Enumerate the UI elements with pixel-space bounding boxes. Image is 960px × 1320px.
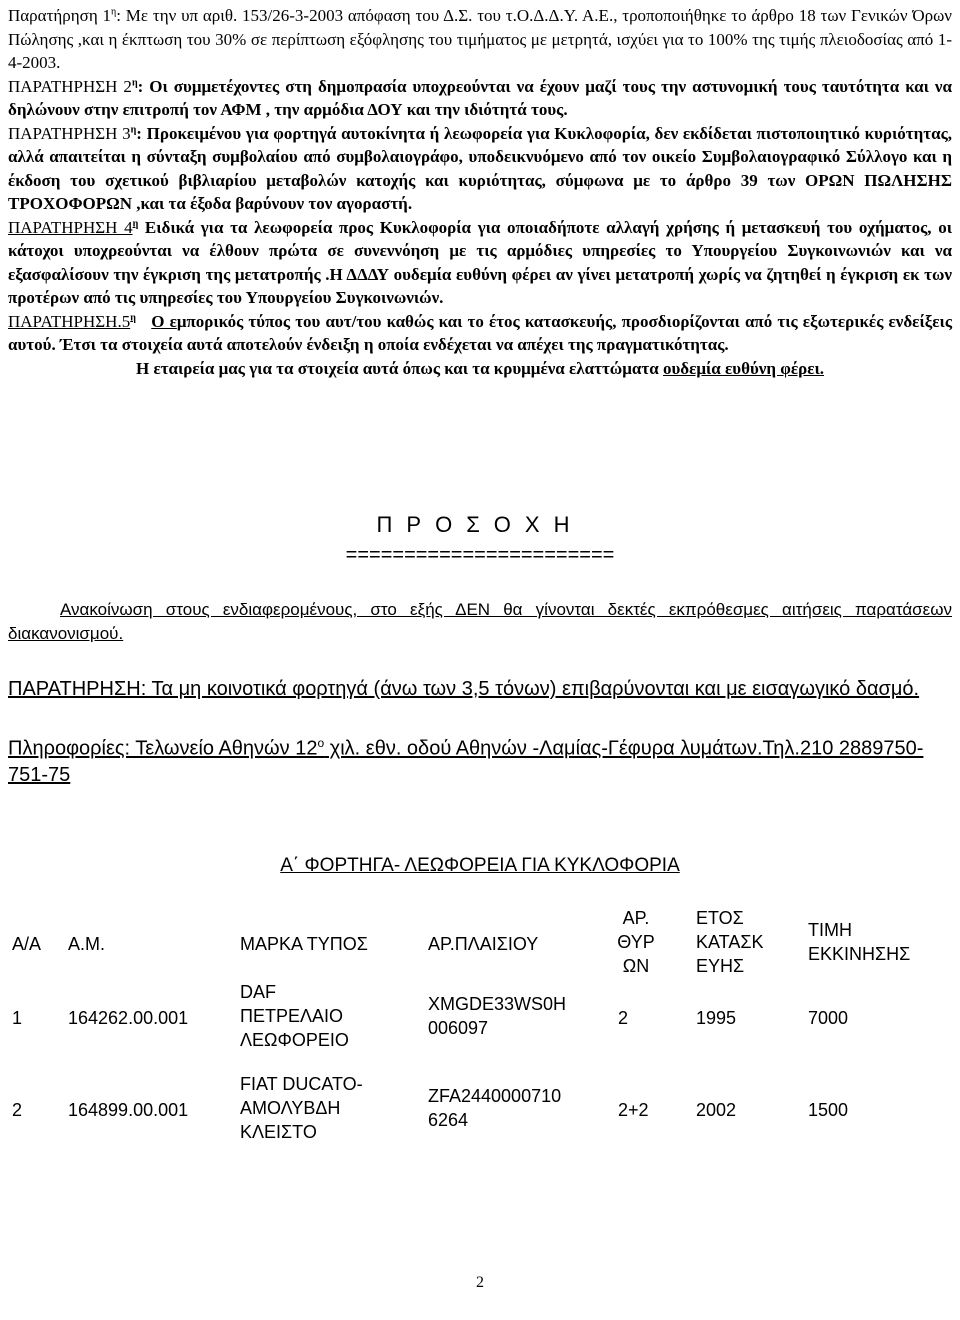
- note-5: $\Pi APATHPH\Sigma H.5^\eta$ O εμπορικός τύπος του αυτ/του καθώς και το έτος κατασκευής, προσδιορίζονται από τις εξωτερικές ενδείξεις αυτού. Έτσι τα στοιχεία αυτά αποτελούν ένδειξη η οποία ενδέχεται να απέχει της πραγματικότητας.: [8, 311, 952, 354]
- note-4: ΠΑΡΑΤΗΡΗΣΗ $4^\eta$ Ειδικά για τα λεωφορεία προς Κυκλοφορία για οποιαδήποτε αλλαγή χρήσης ή μετασκευή του οχήματος, οι κάτοχοι υποχρεούνται να έλθουν πρώτα σε συνεννόηση με τις αρμόδιες υπηρεσίες το Υπουργείου Συγκοινωνιών και να εξασφαλίσουν την έγκριση της μετατροπής .Η ΔΔΔΥ ουδεμία ευθύνη φέρει αν γίνει μετατροπή χωρίς να ζητηθεί η έγκριση εκ των προτέρων από τις υπηρεσίες του Υπουργείου Συγκοινωνιών.: [8, 217, 952, 307]
- row-year: 1995: [696, 1008, 737, 1028]
- info-contact: Πληροφορίες: Τελωνείο Αθηνών $12^o$ χιλ. εθν. οδού Αθηνών -Λαμίας-Γέφυρα λυμάτων.Τηλ.210 2889750-751-75: [8, 736, 924, 786]
- page-number: 2: [476, 1274, 484, 1291]
- note-1: Παρατήρηση $1^\eta$: Με την υπ αριθ. 153/26-3-2003 απόφαση του Δ.Σ. του τ.Ο.Δ.Δ.Υ. Α.Ε., τροποποιήθηκε το άρθρο 18 των Γενικών Όρων Πώλησης ,και η έκπτωση του 30% σε περίπτωση εξόφλησης του τιμήματος με μετρητά, ισχύει για το 100% της τιμής πλειοδοσίας από 1-4-2003.: [8, 6, 952, 72]
- header-marka: ΜΑΡΚΑ ΤΥΠΟΣ: [240, 934, 368, 954]
- header-am: Α.Μ.: [68, 934, 106, 954]
- header-plaisio: ΑΡ.ΠΛΑΙΣΙΟΥ: [428, 934, 539, 954]
- row-aa: 2: [12, 1100, 23, 1120]
- row-price: 1500: [808, 1100, 849, 1120]
- row-plaisio: XMGDE33WS0H 006097: [428, 994, 567, 1038]
- row-year: 2002: [696, 1100, 737, 1120]
- row-price: 7000: [808, 1008, 849, 1028]
- note-6: Η εταιρεία μας για τα στοιχεία αυτά όπως και τα κρυμμένα ελαττώματα ουδεμία ευθύνη φέρει.: [135, 358, 825, 378]
- notes-block: [8, 4, 952, 380]
- note-2: ΠΑΡΑΤΗΡΗΣΗ $2^\eta$: Οι συμμετέχοντες στη δημοπρασία υποχρεούνται να έχουν μαζί τους την αστυνομική τους ταυτότητα και να δηλώνουν στην επιτροπή τον ΑΦΜ , την αρμόδια ΔΟΥ και την ιδιότητά τους.: [8, 76, 952, 119]
- note-3: ΠΑΡΑΤΗΡΗΣΗ $3^\eta$: Προκειμένου για φορτηγά αυτοκίνητα ή λεωφορεία για Κυκλοφορία, δεν εκδίδεται πιστοποιητικό κυριότητας, αλλά απαιτείται η σύνταξη συμβολαίου από συμβολαιογράφο, υποδεικνυόμενο από τον οικείο Συμβολαιογραφικό Σύλλογο και η έκδοση του σχετικού βιβλιαρίου μεταβολών κατοχής και κυριότητας, σύμφωνα με το άρθρο 39 των ΟΡΩΝ ΠΩΛΗΣΗΣ ΤΡΟΧΟΦΟΡΩΝ ,και τα έξοδα βαρύνουν τον αγοραστή.: [8, 123, 953, 213]
- import-duty-note: ΠΑΡΑΤΗΡΗΣΗ: Τα μη κοινοτικά φορτηγά (άνω των 3,5 τόνων) επιβαρύνονται και με εισαγωγικό δασμό.: [8, 678, 920, 700]
- table-title: Α΄ ΦΟΡΤΗΓΑ- ΛΕΩΦΟΡΕΙΑ ΓΙΑ ΚΥΚΛΟΦΟΡΙΑ: [280, 855, 680, 876]
- row-plaisio: ZFA2440000710 6264: [428, 1086, 562, 1130]
- row-doors: 2+2: [618, 1100, 649, 1120]
- row-am: 164262.00.001: [68, 1008, 189, 1028]
- attention-heading: ΠΡΟΣΟΧΗ: [376, 512, 584, 537]
- announcement-text: Ανακοίνωση στους ενδιαφερομένους, στο εξής ΔΕΝ θα γίνονται δεκτές εκπρόθεσμες αιτήσεις παρατάσεων διακανονισμού.: [8, 600, 952, 643]
- row-am: 164899.00.001: [68, 1100, 189, 1120]
- row-marka: FIAT DUCATO- ΑΜΟΛΥΒΔΗ ΚΛΕΙΣΤΟ: [240, 1074, 363, 1142]
- row-doors: 2: [618, 1008, 629, 1028]
- row-aa: 1: [12, 1008, 23, 1028]
- heading-underline: =======================: [345, 544, 615, 566]
- row-marka: DAF ΠΕΤΡΕΛΑΙΟ ΛΕΩΦΟΡΕΙΟ: [240, 982, 349, 1050]
- header-year: ΕΤΟΣ ΚΑΤΑΣΚ ΕΥΗΣ: [696, 908, 764, 976]
- header-aa: Α/Α: [12, 934, 42, 954]
- header-doors: ΑΡ. ΘΥΡ ΩΝ: [617, 908, 655, 976]
- header-price: ΤΙΜΗ ΕΚΚΙΝΗΣΗΣ: [808, 920, 911, 964]
